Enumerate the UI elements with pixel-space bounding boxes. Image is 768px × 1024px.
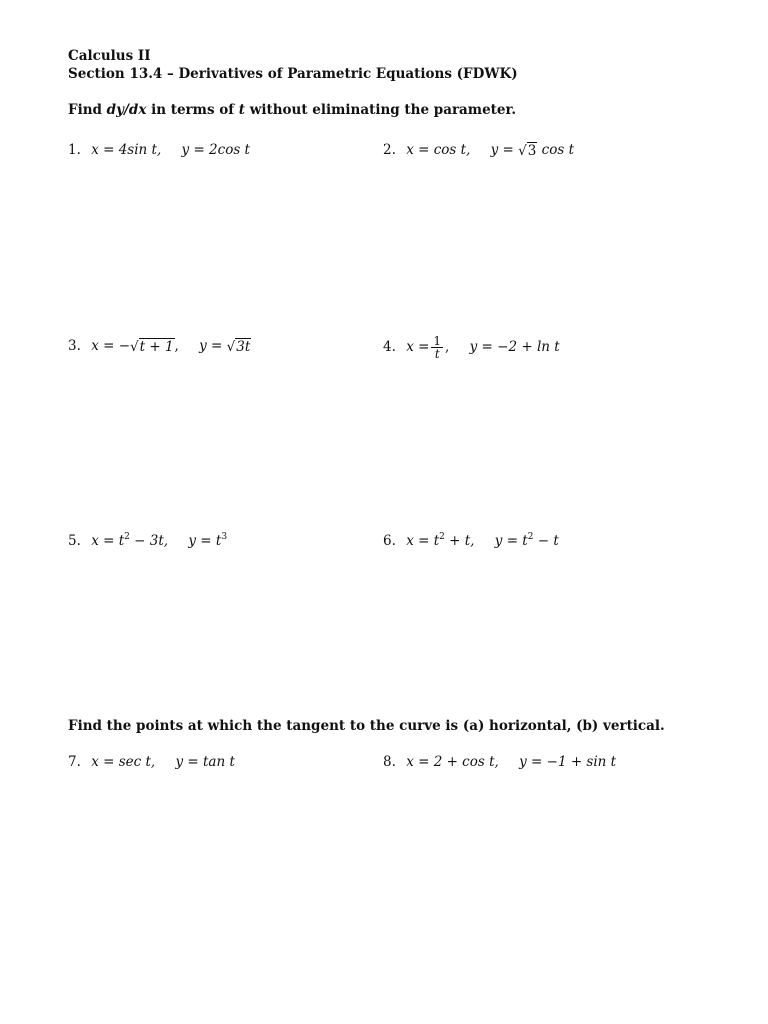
instruction-t: t	[238, 102, 246, 118]
problem-5	[68, 530, 227, 552]
equation-x: x = cos t,	[406, 142, 471, 158]
sqrt-expression: √3	[518, 142, 537, 159]
problem-number: 2.	[383, 142, 396, 158]
exponent: 2	[527, 532, 534, 542]
equation-y: y = tan t	[175, 754, 235, 770]
problem-number: 4.	[383, 339, 396, 355]
problem-number: 1.	[68, 142, 81, 158]
equation-y-rest: cos t	[541, 142, 574, 158]
equation-x-rest: + t,	[444, 533, 475, 549]
equation-x: x = 2 + cos t,	[406, 754, 499, 770]
equation-x: x = 4sin t,	[91, 142, 162, 158]
radicand: 3t	[236, 338, 251, 355]
comma: ,	[445, 339, 450, 355]
radicand: t + 1	[139, 338, 174, 355]
problem-2	[383, 139, 574, 161]
problem-4	[383, 334, 560, 361]
exponent: 2	[439, 532, 445, 542]
equation-x-rest: − 3t,	[129, 533, 169, 549]
problem-number: 7.	[68, 754, 81, 770]
equation-x-lhs: x = −	[91, 338, 131, 354]
equation-x-lhs: x = t	[406, 533, 440, 549]
equation-x-lhs: x =	[406, 339, 430, 355]
instruction-text-post: without eliminating the parameter.	[245, 102, 517, 118]
instruction-text-mid: in terms of	[146, 102, 239, 118]
sqrt-expression: √t + 1	[130, 338, 174, 355]
instruction-derivatives	[68, 102, 516, 118]
fraction	[431, 335, 443, 360]
equation-y-lhs: y = t	[188, 533, 222, 549]
equation-y-lhs: y =	[199, 338, 223, 354]
problem-8	[383, 751, 616, 773]
exponent: 3	[221, 532, 228, 542]
equation-y-rest: − t	[533, 533, 559, 549]
problem-6	[383, 530, 559, 552]
equation-y: y = −2 + ln t	[469, 339, 560, 355]
sqrt-expression: √3t	[226, 338, 251, 355]
instruction-text-pre: Find	[68, 102, 107, 118]
equation-x-lhs: x = t	[91, 533, 125, 549]
comma: ,	[174, 338, 179, 354]
instruction-dydx: dy/dx	[106, 102, 147, 118]
problem-number: 3.	[68, 338, 81, 354]
equation-y: y = −1 + sin t	[519, 754, 617, 770]
problem-1	[68, 139, 250, 161]
section-title: Section 13.4 – Derivatives of Parametric Equations (FDWK)	[68, 66, 518, 82]
equation-y-lhs: y =	[490, 142, 514, 158]
problem-7	[68, 751, 235, 773]
radicand: 3	[527, 142, 537, 159]
instruction-tangent: Find the points at which the tangent to the curve is (a) horizontal, (b) vertical.	[68, 718, 665, 734]
denominator: t	[434, 347, 440, 361]
equation-x: x = sec t,	[91, 754, 156, 770]
problem-3	[68, 335, 251, 357]
course-title: Calculus II	[68, 48, 151, 64]
equation-y: y = 2cos t	[181, 142, 250, 158]
problem-number: 8.	[383, 754, 396, 770]
equation-y-lhs: y = t	[494, 533, 528, 549]
exponent: 2	[124, 532, 130, 542]
problem-number: 5.	[68, 533, 81, 549]
problem-number: 6.	[383, 533, 396, 549]
numerator: 1	[433, 334, 442, 348]
